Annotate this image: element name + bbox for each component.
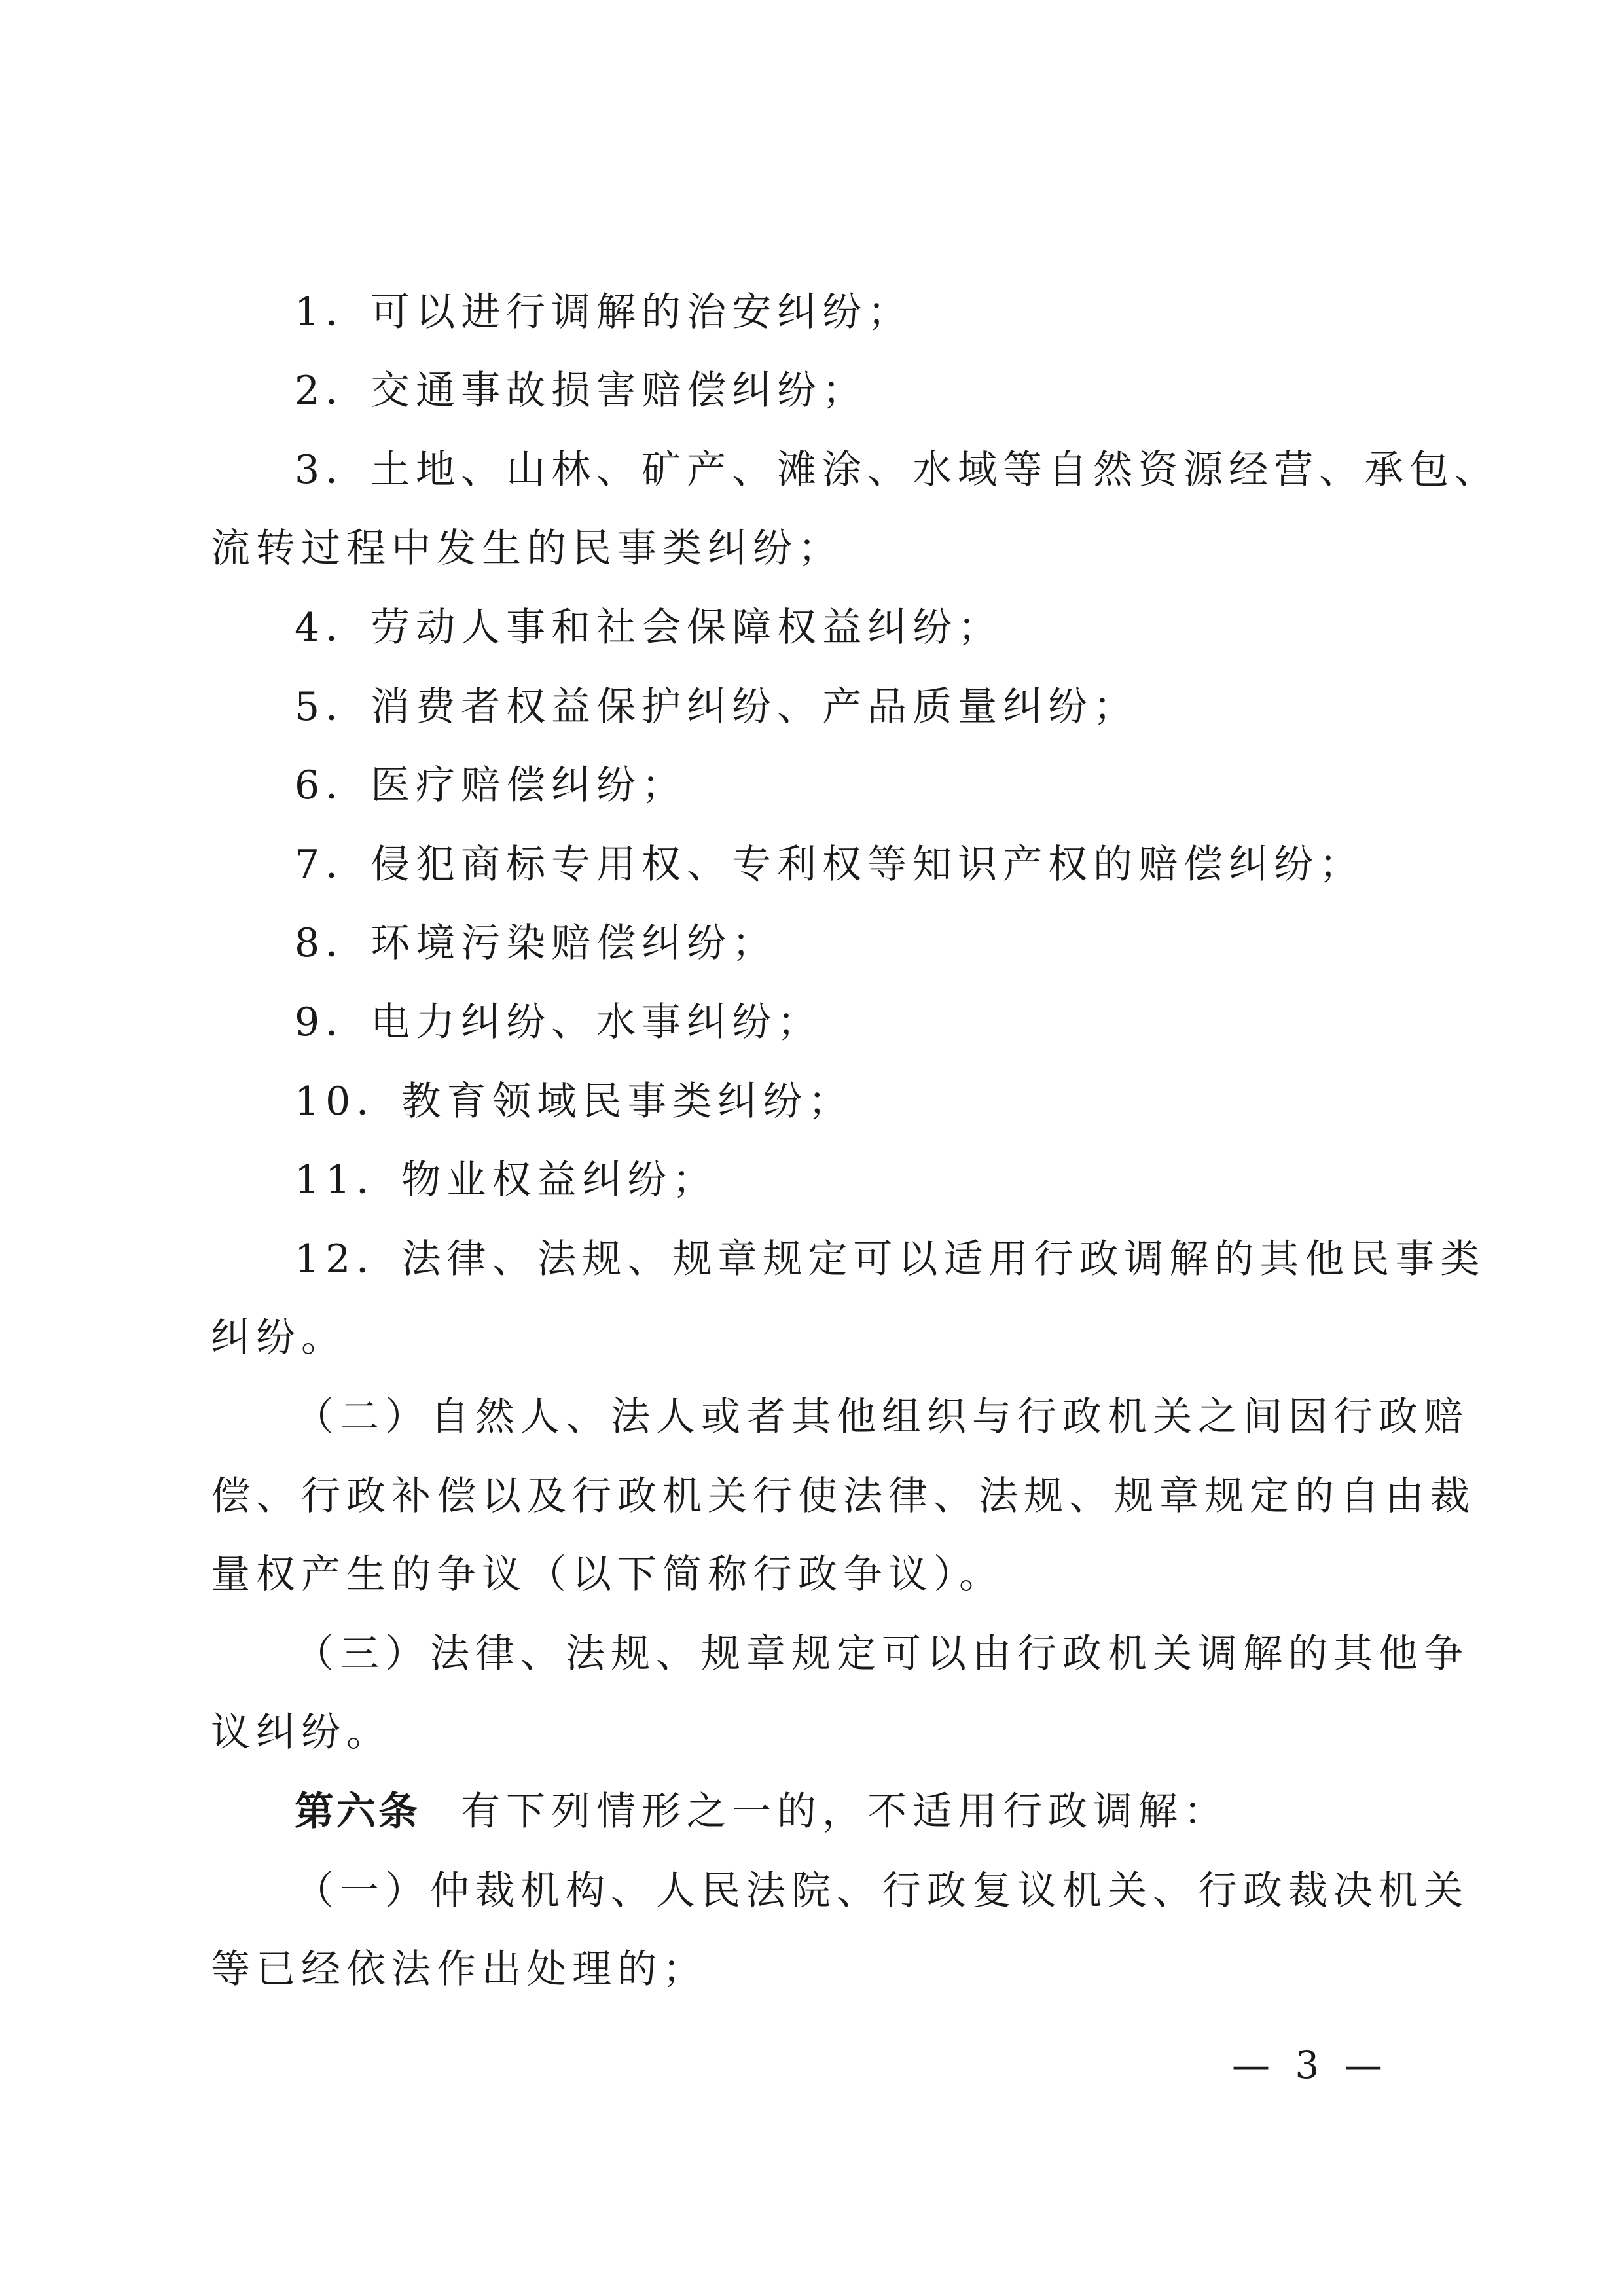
article-six-paragraph xyxy=(295,1782,1229,1841)
article-six-item-one-continued: 等已经依法作出处理的； xyxy=(211,1946,708,1992)
list-item-7: 7．侵犯商标专用权、专利权等知识产权的赔偿纠纷； xyxy=(295,842,1365,888)
list-item-11: 11．物业权益纠纷； xyxy=(295,1157,718,1203)
article-six-text: 有下列情形之一的，不适用行政调解： xyxy=(461,1789,1229,1835)
list-item-9: 9．电力纠纷、水事纠纷； xyxy=(295,999,823,1045)
list-item-3-continued: 流转过程中发生的民事类纠纷； xyxy=(211,526,843,571)
article-six-item-one: （一）仲裁机构、人民法院、行政复议机关、行政裁决机关 xyxy=(295,1868,1469,1914)
list-item-1: 1．可以进行调解的治安纠纷； xyxy=(295,289,913,335)
list-item-8: 8．环境污染赔偿纠纷； xyxy=(295,920,778,966)
page-number: — 3 — xyxy=(1232,2043,1389,2087)
clause-two: （二）自然人、法人或者其他组织与行政机关之间因行政赔 xyxy=(295,1394,1469,1440)
clause-two-continued-1: 偿、行政补偿以及行政机关行使法律、法规、规章规定的自由裁 xyxy=(211,1473,1475,1519)
clause-three: （三）法律、法规、规章规定可以由行政机关调解的其他争 xyxy=(295,1631,1469,1677)
list-item-6: 6．医疗赔偿纠纷； xyxy=(295,762,687,808)
clause-three-continued: 议纠纷。 xyxy=(211,1710,391,1755)
list-item-3: 3．土地、山林、矿产、滩涂、水域等自然资源经营、承包、 xyxy=(295,447,1500,493)
article-six-heading: 第六条 xyxy=(295,1789,420,1835)
list-item-12-continued: 纠纷。 xyxy=(211,1315,346,1361)
list-item-4: 4．劳动人事和社会保障权益纠纷； xyxy=(295,605,1003,651)
list-item-2: 2．交通事故损害赔偿纠纷； xyxy=(295,368,868,414)
list-item-10: 10．教育领域民事类纠纷； xyxy=(295,1079,854,1124)
list-item-5: 5．消费者权益保护纠纷、产品质量纠纷； xyxy=(295,684,1139,730)
list-item-12: 12．法律、法规、规章规定可以适用行政调解的其他民事类 xyxy=(295,1236,1486,1282)
clause-two-continued-2: 量权产生的争议（以下简称行政争议）。 xyxy=(211,1552,1004,1598)
